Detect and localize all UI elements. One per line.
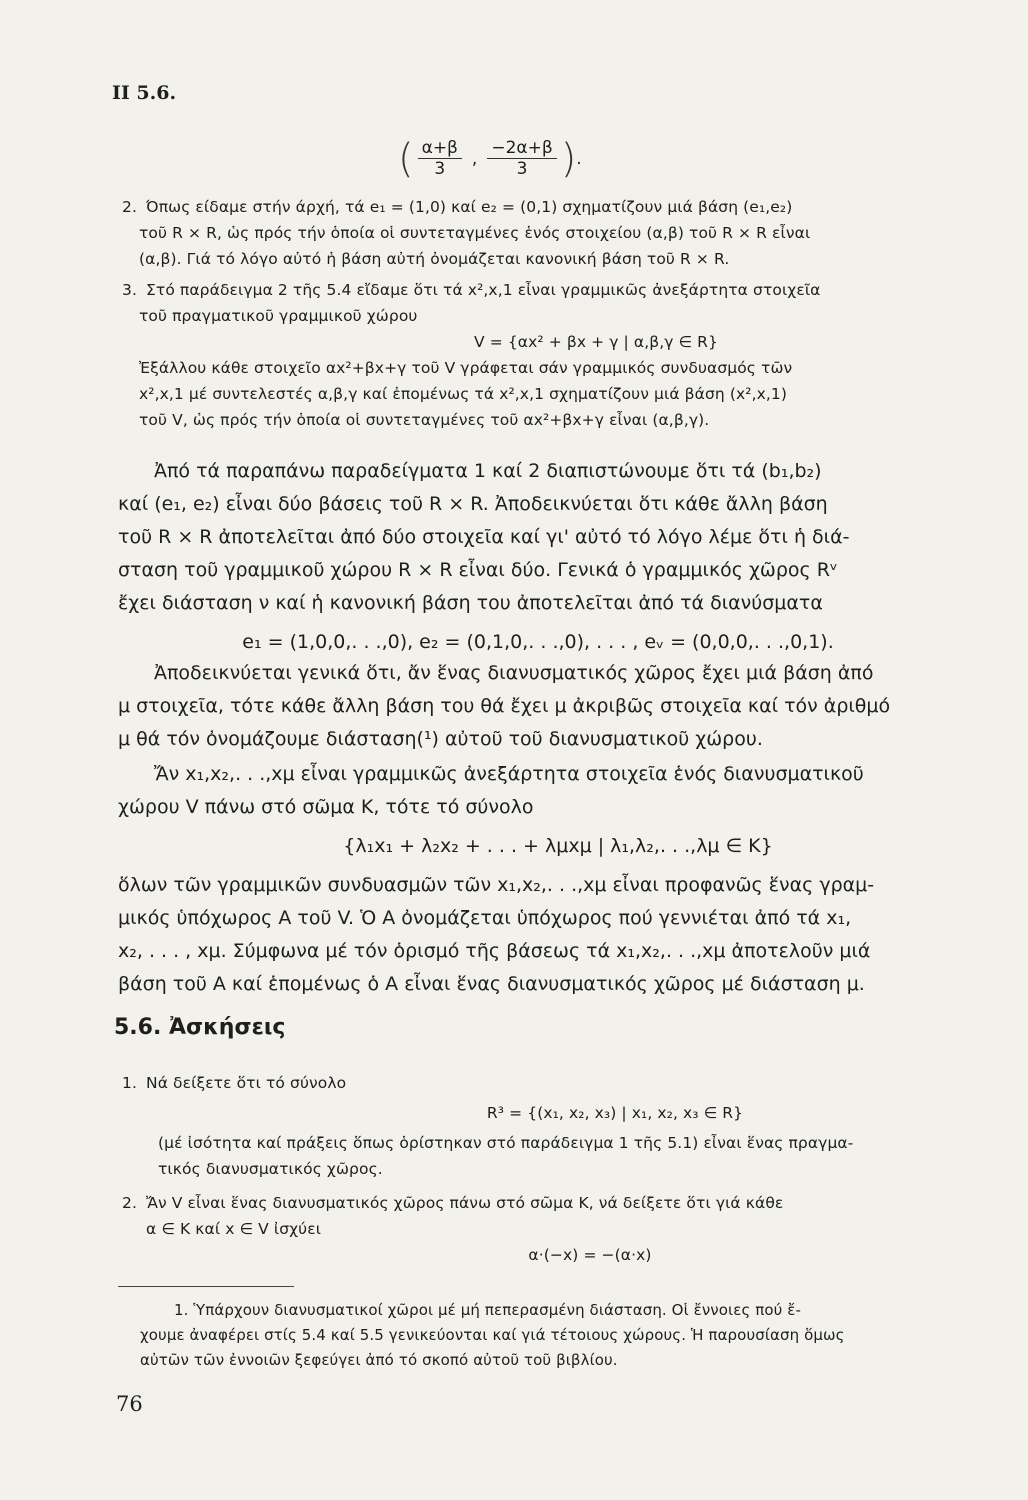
example-item-3 [122, 277, 950, 433]
canonical-basis-formula: e₁ = (1,0,0,. . .,0), e₂ = (0,1,0,. . .,0), . . . , eᵥ = (0,0,0,. . .,0,1). [242, 631, 834, 653]
text-line: μ θά τόν ὀνομάζουμε διάσταση(¹) αὐτοῦ τοῦ διανυσματικοῦ χώρου. [118, 728, 763, 750]
section-reference-header: II 5.6. [112, 82, 177, 104]
fraction-first [418, 138, 462, 179]
item-number: 1. [122, 1074, 137, 1092]
text-line: χώρου V πάνω στό σῶμα K, τότε τό σύνολο [118, 796, 534, 818]
text-line: μικός ὑπόχωρος A τοῦ V. Ὁ A ὀνομάζεται ὑπόχωρος πού γεννιέται ἀπό τά x₁, [118, 907, 852, 929]
fraction-numerator: −2α+β [487, 138, 556, 159]
fraction-second [487, 138, 556, 179]
text-line: τοῦ πραγματικοῦ γραμμικοῦ χώρου [139, 307, 418, 325]
example-item-2 [122, 194, 950, 272]
text-line: Ἄν x₁,x₂,. . .,xμ εἶναι γραμμικῶς ἀνεξάρτητα στοιχεῖα ἑνός διανυσματικοῦ [154, 763, 864, 785]
text-line: τικός διανυσματικός χῶρος. [158, 1160, 383, 1178]
paragraph-subspace [118, 758, 958, 1001]
text-line: ἔχει διάσταση ν καί ἡ κανονική βάση του ἀποτελεῖται ἀπό τά διανύσματα [118, 592, 823, 614]
text-line: Ἀπό τά παραπάνω παραδείγματα 1 καί 2 διαπιστώνουμε ὅτι τά (b₁,b₂) [154, 460, 822, 482]
r3-set-formula: R³ = {(x₁, x₂, x₃) | x₁, x₂, x₃ ∈ R} [486, 1104, 744, 1122]
text-line: Όπως είδαμε στήν άρχή, τά e₁ = (1,0) καί e₂ = (0,1) σχηματίζουν μιά βάση (e₁,e₂) [146, 198, 793, 216]
fraction-period: . [576, 148, 582, 169]
exercise-1 [122, 1070, 958, 1182]
text-line: Στό παράδειγμα 2 τῆς 5.4 εἴδαμε ὅτι τά x²,x,1 εἶναι γραμμικῶς ἀνεξάρτητα στοιχεῖα [146, 281, 821, 299]
text-line: Ἀποδεικνύεται γενικά ὅτι, ἄν ἕνας διανυσματικός χῶρος ἔχει μιά βάση ἀπό [154, 662, 874, 684]
text-line: 1. Ὑπάρχουν διανυσματικοί χῶροι μέ μή πεπερασμένη διάσταση. Οἱ ἔννοιες πού ἔ- [174, 1301, 801, 1319]
text-line: χουμε ἀναφέρει στίς 5.4 καί 5.5 γενικεύονται καί γιά τέτοιους χώρους. Ἡ παρουσίαση ὅμως [140, 1326, 845, 1344]
text-line: αὐτῶν τῶν ἐννοιῶν ξεφεύγει ἀπό τό σκοπό αὐτοῦ τοῦ βιβλίου. [140, 1351, 618, 1369]
item-number: 2. [122, 1194, 137, 1212]
text-line: x²,x,1 μέ συντελεστές α,β,γ καί ἐπομένως τά x²,x,1 σχηματίζουν μιά βάση (x²,x,1) [139, 385, 788, 403]
vector-space-formula: V = {αx² + βx + γ | α,β,γ ∈ R} [473, 333, 719, 351]
text-line: Ἐξάλλου κάθε στοιχεῖο αx²+βx+γ τοῦ V γράφεται σάν γραμμικός συνδυασμός τῶν [139, 359, 793, 377]
right-paren: ) [560, 135, 577, 182]
linear-span-formula: {λ₁x₁ + λ₂x₂ + . . . + λμxμ | λ₁,λ₂,. . .,λμ ∈ K} [343, 835, 773, 857]
comma: , [471, 148, 478, 169]
text-line: καί (e₁, e₂) εἶναι δύο βάσεις τοῦ R × R. Ἀποδεικνύεται ὅτι κάθε ἄλλη βάση [118, 493, 828, 515]
footnote-divider [118, 1286, 294, 1287]
text-line: τοῦ R × R, ὡς πρός τήν ὁποία οἱ συντεταγμένες ἑνός στοιχείου (α,β) τοῦ R × R εἶναι [139, 224, 811, 242]
text-line: (μέ ἰσότητα καί πράξεις ὅπως ὁρίστηκαν στό παράδειγμα 1 τῆς 5.1) εἶναι ἕνας πραγμα- [158, 1134, 854, 1152]
item-number: 2. [122, 198, 137, 216]
text-line: σταση τοῦ γραμμικοῦ χώρου R × R εἶναι δύο. Γενικά ὁ γραμμικός χῶρος Rᵛ [118, 559, 838, 581]
fraction-denominator: 3 [516, 159, 528, 179]
text-line: α ∈ K καί x ∈ V ἰσχύει [146, 1220, 322, 1238]
footnote [140, 1298, 954, 1373]
page-number: 76 [116, 1392, 143, 1416]
text-line: (α,β). Γιά τό λόγο αὐτό ἡ βάση αὐτή ὀνομάζεται κανονική βάση τοῦ R × R. [139, 250, 730, 268]
text-line: x₂, . . . , xμ. Σύμφωνα μέ τόν ὁρισμό τῆς βάσεως τά x₁,x₂,. . .,xμ ἀποτελοῦν μιά [118, 940, 871, 962]
fraction-denominator: 3 [434, 159, 446, 179]
text-line: βάση τοῦ A καί ἑπομένως ὁ A εἶναι ἕνας διανυσματικός χῶρος μέ διάσταση μ. [118, 973, 865, 995]
paragraph-dimension [118, 455, 958, 659]
text-line: Νά δείξετε ὅτι τό σύνολο [146, 1074, 347, 1092]
text-line: Ἄν V εἶναι ἕνας διανυσματικός χῶρος πάνω στό σῶμα K, νά δείξετε ὅτι γιά κάθε [146, 1194, 784, 1212]
exercise-2 [122, 1190, 958, 1268]
item-number: 3. [122, 281, 137, 299]
paragraph-dimension-definition [118, 657, 958, 756]
coordinate-fraction-formula [398, 135, 582, 182]
scalar-negation-formula: α·(−x) = −(α·x) [528, 1246, 652, 1264]
text-line: ὅλων τῶν γραμμικῶν συνδυασμῶν τῶν x₁,x₂,. . .,xμ εἶναι προφανῶς ἕνας γραμ- [118, 874, 875, 896]
fraction-numerator: α+β [418, 138, 462, 159]
text-line: μ στοιχεῖα, τότε κάθε ἄλλη βάση του θά ἔχει μ ἀκριβῶς στοιχεῖα καί τόν ἀριθμό [118, 695, 891, 717]
left-paren: ( [398, 135, 414, 182]
text-line: τοῦ R × R ἀποτελεῖται ἀπό δύο στοιχεῖα καί γι' αὐτό τό λόγο λέμε ὅτι ἡ διά- [118, 526, 850, 548]
text-line: τοῦ V, ὡς πρός τήν ὁποία οἱ συντεταγμένες τοῦ αx²+βx+γ εἶναι (α,β,γ). [139, 411, 710, 429]
section-title: 5.6. Ἀσκήσεις [114, 1015, 286, 1040]
